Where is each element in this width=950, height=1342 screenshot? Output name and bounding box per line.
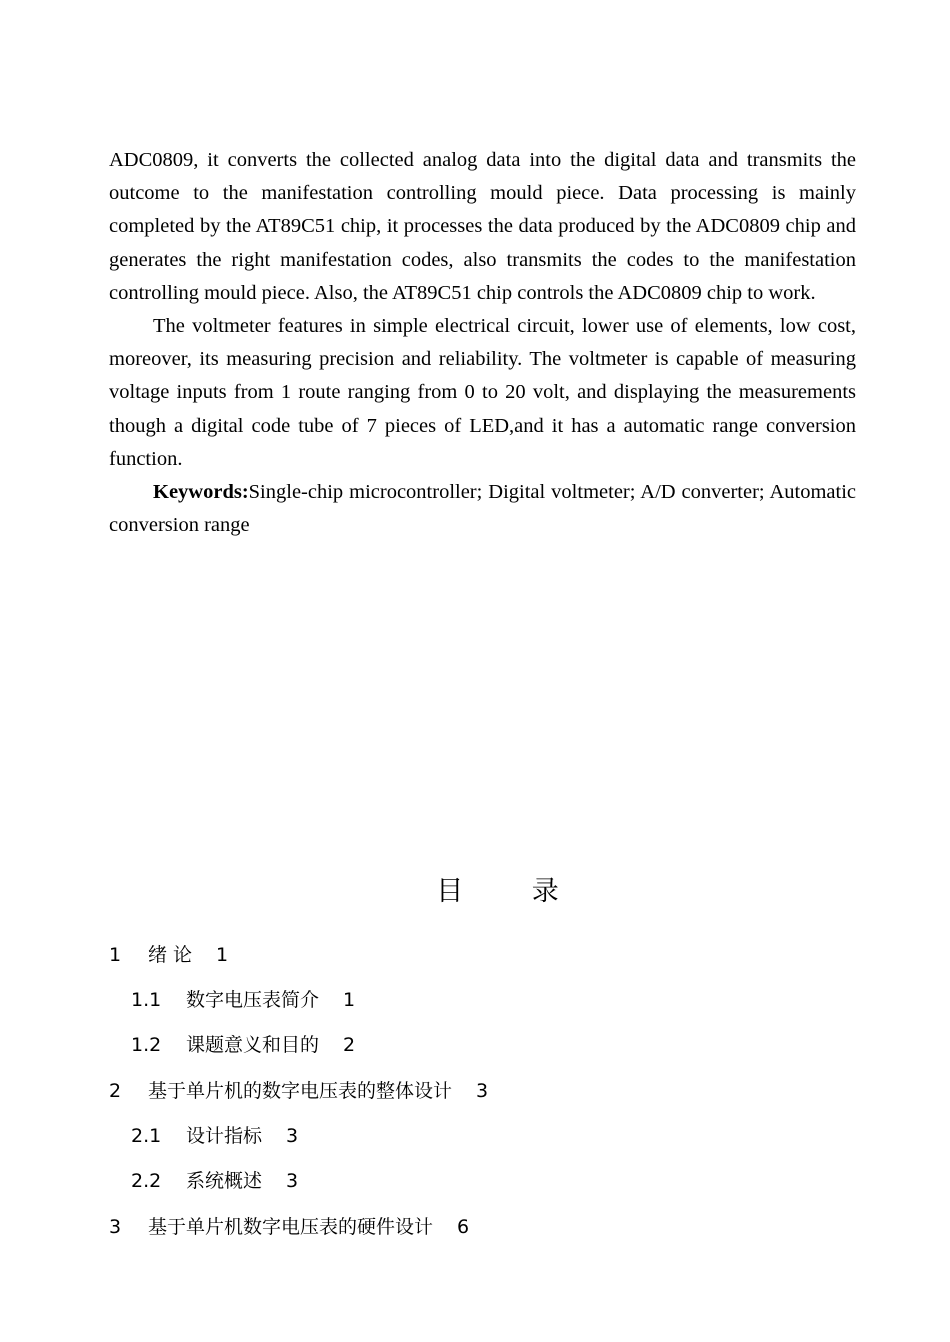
toc-entry[interactable]: [131, 1030, 355, 1060]
toc-entry-page: 2: [343, 1034, 356, 1056]
toc-entry-page: 6: [457, 1216, 470, 1238]
toc-entry-number: 2.2: [131, 1170, 162, 1192]
toc-entry-number: 2.1: [131, 1125, 162, 1147]
toc-entry[interactable]: [109, 1212, 469, 1242]
toc-entry-page: 3: [286, 1170, 299, 1192]
toc-entry-title: 数字电压表简介: [186, 989, 320, 1011]
keywords-paragraph: [109, 476, 856, 542]
toc-entry[interactable]: [131, 1166, 298, 1196]
toc-entry[interactable]: [109, 1076, 488, 1106]
toc-entry-page: 3: [476, 1080, 489, 1102]
abstract-paragraph-2: The voltmeter features in simple electrical circuit, lower use of elements, low cost, moreover, its measuring precision and reliability. The voltmeter is capable of measuring voltage inputs from 1 route ranging from 0 to 20 volt, and displaying the measurements though a digital code tube of 7 pieces of LED,and it has a automatic range conversion function.: [109, 315, 856, 470]
toc-entry-number: 1: [109, 944, 122, 966]
toc-entry[interactable]: [131, 1121, 298, 1151]
toc-entry-number: 3: [109, 1216, 122, 1238]
toc-entry-page: 1: [343, 989, 356, 1011]
toc-entry-number: 1.1: [131, 989, 162, 1011]
abstract-paragraph-1: ADC0809, it converts the collected analog data into the digital data and transmits the outcome to the manifestation controlling mould piece. Data processing is mainly completed by the AT89C51 chip, it processes the data produced by the ADC0809 chip and generates the right manifestation codes, also transmits the codes to the manifestation controlling mould piece. Also, the AT89C51 chip controls the ADC0809 chip to work.: [109, 149, 856, 304]
toc-entry-title: 设计指标: [186, 1125, 263, 1147]
toc-entry-number: 1.2: [131, 1034, 162, 1056]
toc-entry-page: 1: [216, 944, 229, 966]
toc-entry-title: 绪 论: [148, 944, 193, 966]
toc-entry-number: 2: [109, 1080, 122, 1102]
toc-entry-title: 课题意义和目的: [186, 1034, 320, 1056]
toc-entry-title: 基于单片机的数字电压表的整体设计: [148, 1080, 453, 1102]
toc-entry-page: 3: [286, 1125, 299, 1147]
toc-entry[interactable]: [109, 940, 228, 970]
toc-entry[interactable]: [131, 985, 355, 1015]
keywords-text: Single-chip microcontroller; Digital voltmeter; A/D converter; Automatic conversion range: [109, 481, 856, 537]
toc-entry-title: 系统概述: [186, 1170, 263, 1192]
toc-entry-title: 基于单片机数字电压表的硬件设计: [148, 1216, 434, 1238]
toc-title: 目 录: [436, 876, 589, 907]
english-abstract: [109, 144, 856, 542]
keywords-label: Keywords:: [153, 481, 249, 504]
